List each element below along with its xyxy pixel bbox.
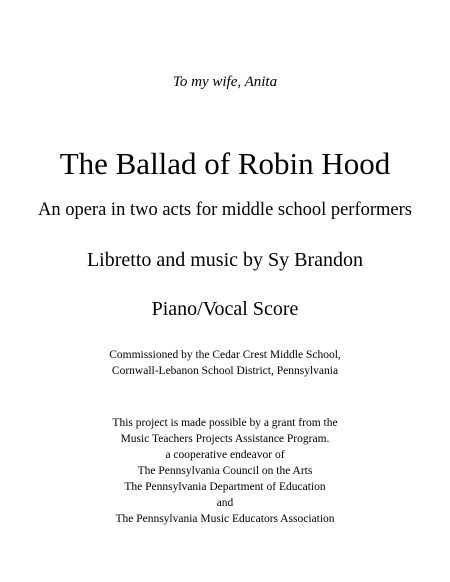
score-type: Piano/Vocal Score	[151, 298, 299, 320]
subtitle: An opera in two acts for middle school performers	[37, 200, 412, 220]
grant-line: The Pennsylvania Music Educators Association	[115, 513, 335, 525]
grant-line: This project is made possible by a grant from the	[112, 417, 338, 429]
commission-line: Commissioned by the Cedar Crest Middle School,	[109, 349, 341, 361]
grant-line: The Pennsylvania Department of Education	[124, 481, 326, 493]
byline: Libretto and music by Sy Brandon	[86, 249, 364, 271]
commission-note	[0, 347, 450, 379]
grant-acknowledgement	[0, 415, 450, 527]
commission-line: Cornwall-Lebanon School District, Pennsylvania	[111, 365, 339, 377]
dedication: To my wife, Anita	[172, 74, 278, 90]
grant-line: a cooperative endeavor of	[165, 449, 285, 461]
grant-line: and	[216, 497, 234, 509]
page-title: The Ballad of Robin Hood	[59, 146, 391, 181]
grant-line: Music Teachers Projects Assistance Program.	[120, 433, 330, 445]
grant-line: The Pennsylvania Council on the Arts	[137, 465, 313, 477]
